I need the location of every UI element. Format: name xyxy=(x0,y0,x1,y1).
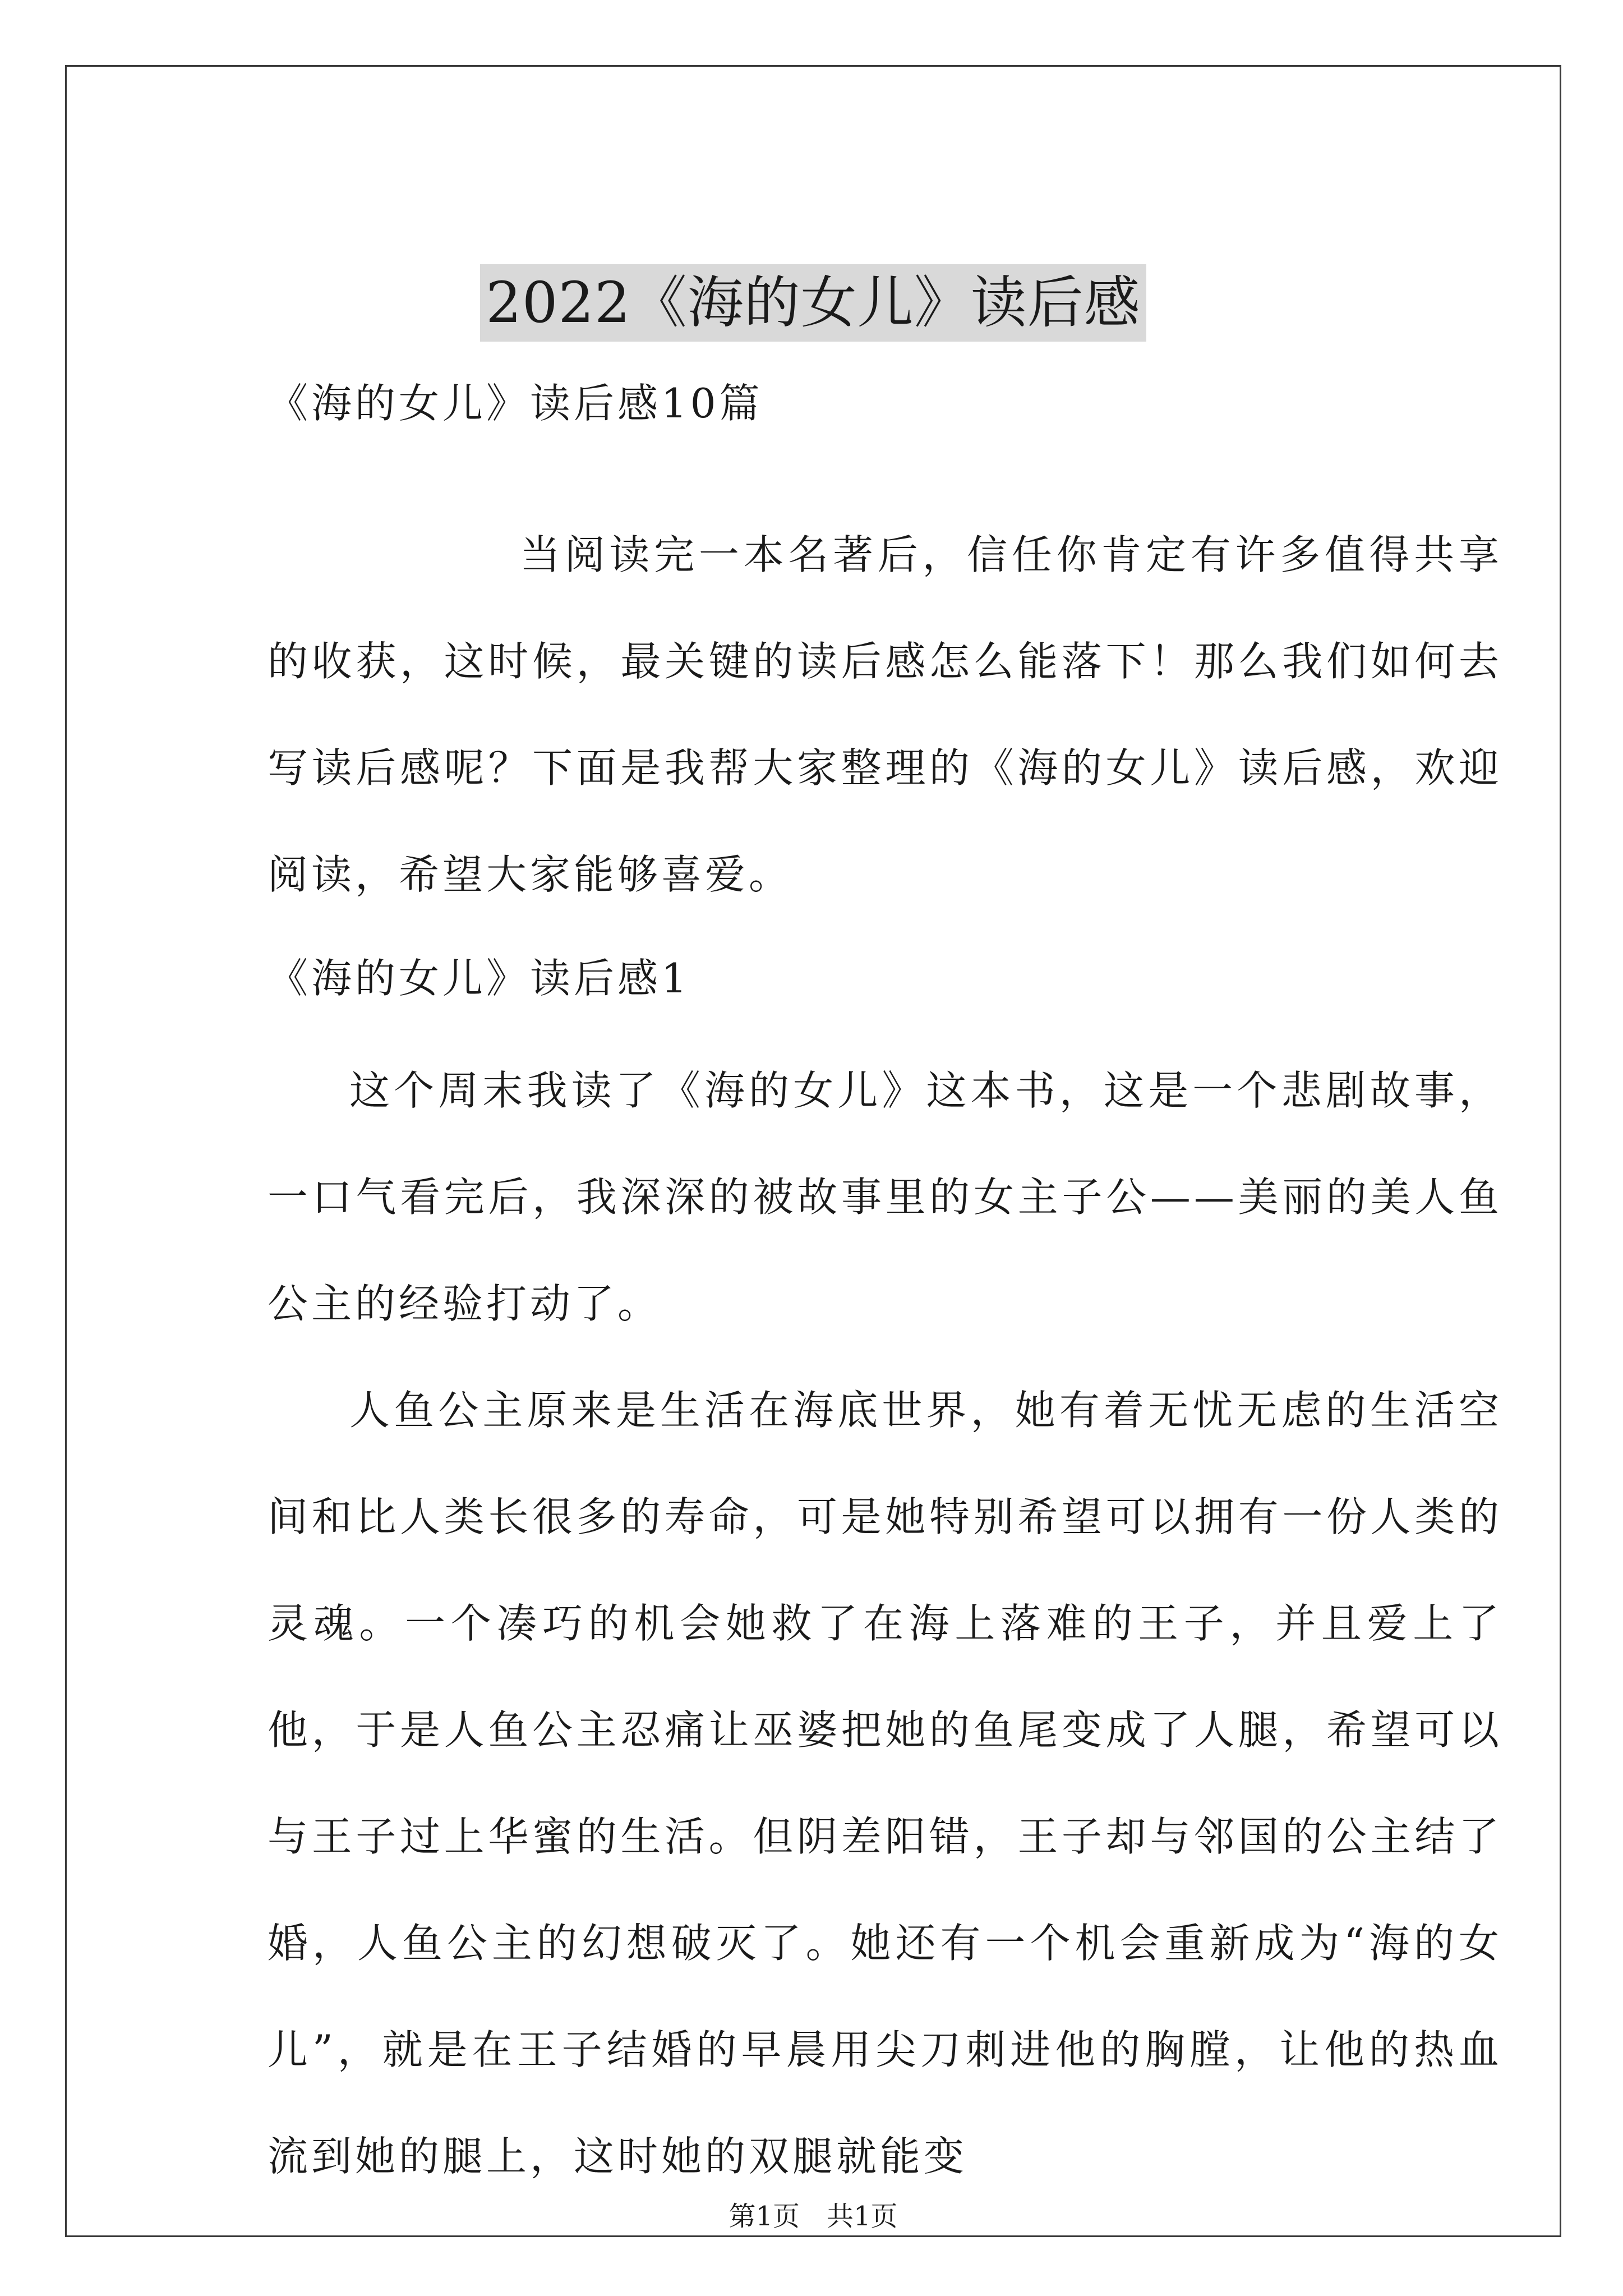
section-heading-main: 《海的女儿》读后感10篇 xyxy=(268,380,763,427)
page-number-current: 第1页 xyxy=(728,2201,800,2232)
intro-paragraph: 当阅读完一本名著后，信任你肯定有许多值得共享的收获，这时候，最关键的读后感怎么能落下！那么我们如何去写读后感呢？下面是我帮大家整理的《海的女儿》读后感，欢迎阅读，希望大家能够喜爱。 xyxy=(268,531,1502,898)
section-heading-essay-one: 《海的女儿》读后感1 xyxy=(268,955,690,1002)
body-paragraph: 人鱼公主原来是生活在海底世界，她有着无忧无虑的生活空间和比人类长很多的寿命，可是她特别希望可以拥有一份人类的灵魂。一个凑巧的机会她救了在海上落难的王子，并且爱上了他，于是人鱼公主忍痛让巫婆把她的鱼尾变成了人腿，希望可以与王子过上华蜜的生活。但阴差阳错，王子却与邻国的公主结了婚，人鱼公主的幻想破灭了。她还有一个机会重新成为“海的女儿”，就是在王子结婚的早晨用尖刀刺进他的胸膛，让他的热血流到她的腿上，这时她的双腿就能变 xyxy=(268,1387,1502,2180)
page-number-total: 共1页 xyxy=(827,2201,898,2232)
title-block xyxy=(67,264,1560,342)
body-paragraph: 这个周末我读了《海的女儿》这本书，这是一个悲剧故事，一口气看完后，我深深的被故事里的女主子公——美丽的美人鱼公主的经验打动了。 xyxy=(268,1067,1502,1327)
page-frame xyxy=(65,65,1561,2237)
page-footer xyxy=(67,2198,1560,2234)
document-title: 2022《海的女儿》读后感 xyxy=(480,264,1146,342)
